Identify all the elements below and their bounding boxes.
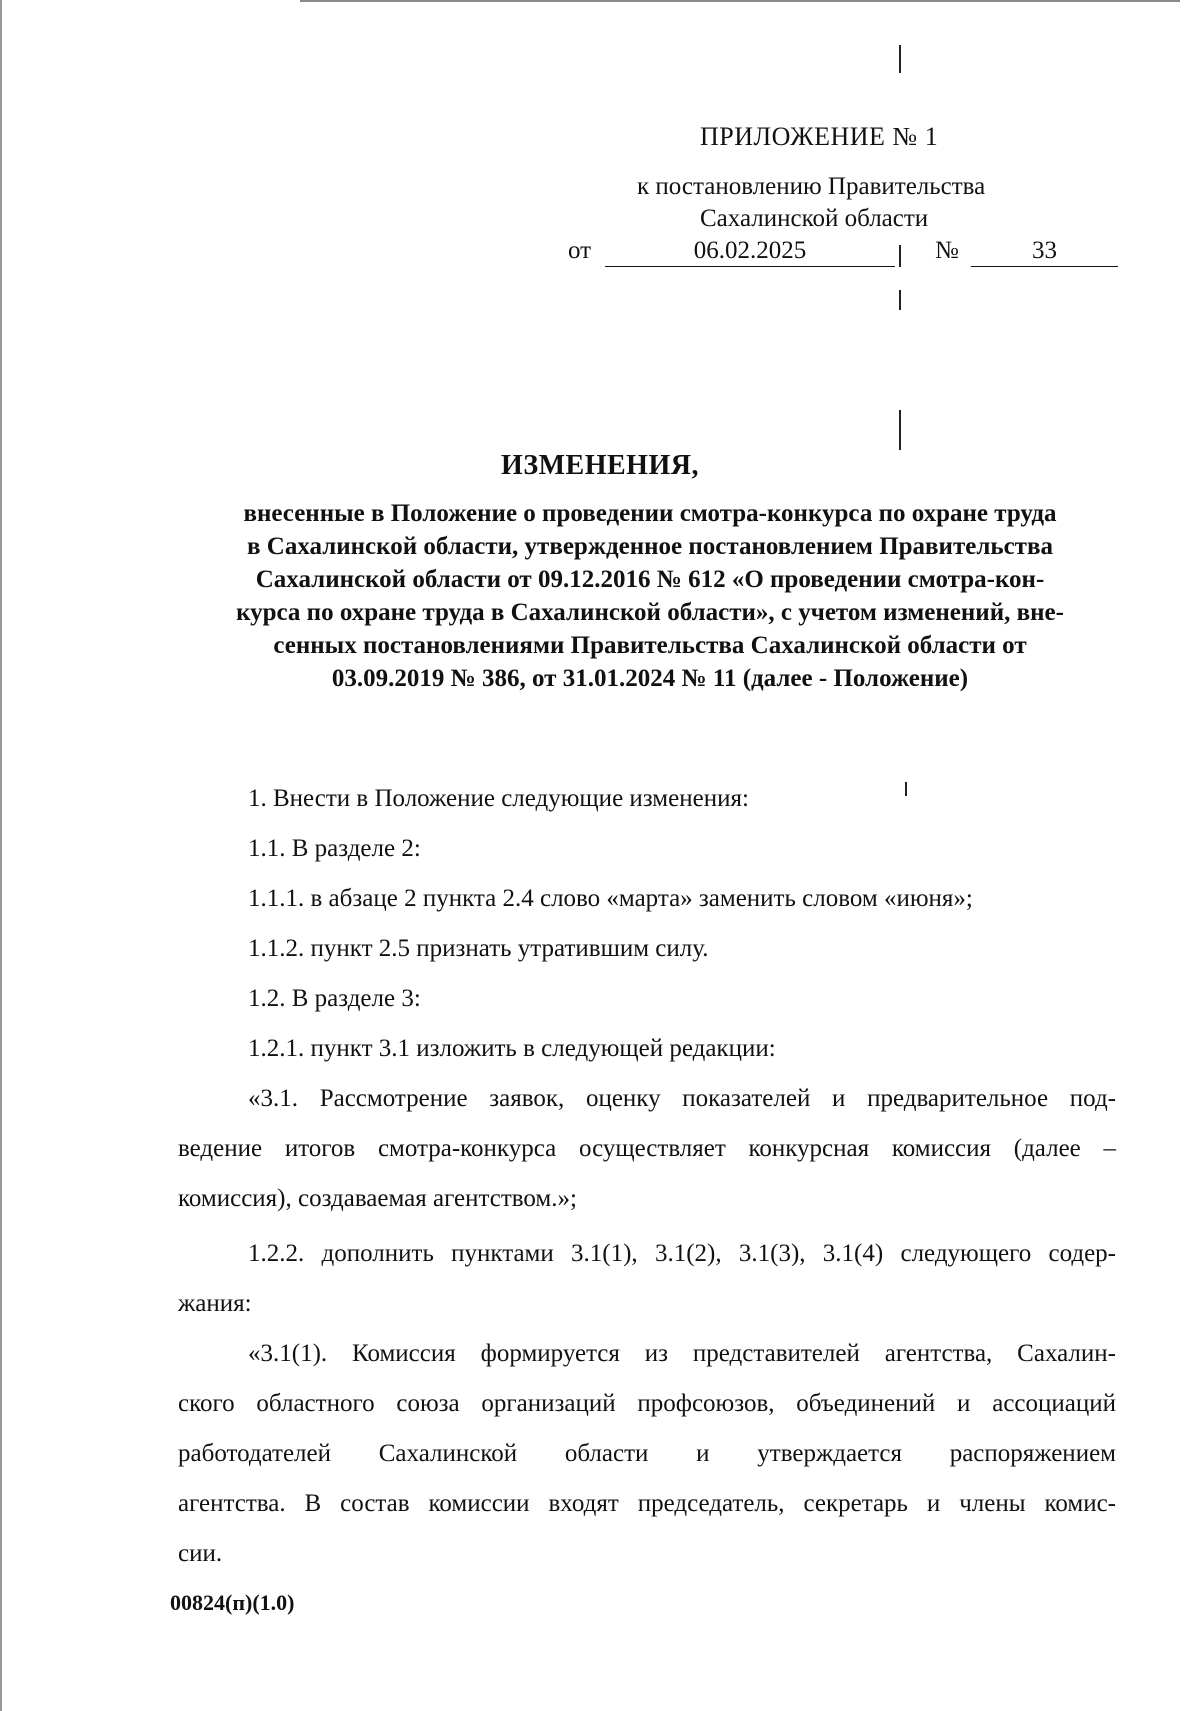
header-region-line: Сахалинской области — [700, 205, 929, 232]
document-title: ИЗМЕНЕНИЯ, — [501, 450, 699, 481]
subtitle-line: сенных постановлениями Правительства Сахалинской области от — [273, 632, 1027, 659]
quote-3-1-line: ведение итогов смотра-конкурса осуществляет конкурсная комиссия (далее – — [178, 1135, 1116, 1162]
paragraph-1-2-2-line: жания: — [178, 1290, 252, 1317]
fold-mark — [899, 45, 901, 73]
quote-3-1-1-line: «3.1(1). Комиссия формируется из представителей агентства, Сахалин- — [248, 1340, 1116, 1367]
paragraph-1: 1. Внести в Положение следующие изменения: — [248, 785, 749, 812]
subtitle-line: в Сахалинской области, утвержденное постановлением Правительства — [247, 533, 1053, 560]
paragraph-1-2-2-line: 1.2.2. дополнить пунктами 3.1(1), 3.1(2), 3.1(3), 3.1(4) следующего содер- — [248, 1240, 1116, 1267]
subtitle-line: курса по охране труда в Сахалинской области», с учетом изменений, вне- — [236, 599, 1064, 626]
date-number-row — [568, 237, 1118, 273]
resolution-number: 33 — [971, 237, 1118, 267]
number-label: № — [935, 237, 959, 264]
quote-3-1-1-line: работодателей Сахалинской области и утверждается распоряжением — [178, 1440, 1116, 1467]
document-subtitle — [170, 497, 1130, 695]
appendix-title: ПРИЛОЖЕНИЕ № 1 — [700, 122, 939, 151]
quote-3-1-line: комиссия), создаваемая агентством.»; — [178, 1185, 577, 1212]
quote-3-1-line: «3.1. Рассмотрение заявок, оценку показателей и предварительное под- — [248, 1085, 1116, 1112]
quote-3-1-1-line: сии. — [178, 1540, 223, 1567]
from-label: от — [568, 237, 592, 264]
paragraph-1-1-1: 1.1.1. в абзаце 2 пункта 2.4 слово «марта» заменить словом «июня»; — [248, 885, 973, 912]
paragraph-1-1-2: 1.1.2. пункт 2.5 признать утратившим силу. — [248, 935, 709, 962]
header-resolution-line: к постановлению Правительства — [637, 173, 986, 200]
subtitle-line: Сахалинской области от 09.12.2016 № 612 «О проведении смотра-кон- — [255, 566, 1045, 593]
paragraph-1-2-1: 1.2.1. пункт 3.1 изложить в следующей редакции: — [248, 1035, 776, 1062]
quote-3-1-1-line: агентства. В состав комиссии входят председатель, секретарь и члены комис- — [178, 1490, 1116, 1517]
footer-form-code: 00824(п)(1.0) — [170, 1590, 295, 1615]
paragraph-1-2: 1.2. В разделе 3: — [248, 985, 421, 1012]
paragraph-1-1: 1.1. В разделе 2: — [248, 835, 421, 862]
scan-edge-top — [300, 0, 1180, 2]
subtitle-line: 03.09.2019 № 386, от 31.01.2024 № 11 (далее - Положение) — [331, 665, 969, 692]
resolution-date: 06.02.2025 — [605, 237, 895, 267]
subtitle-line: внесенные в Положение о проведении смотра-конкурса по охране труда — [243, 500, 1057, 527]
quote-3-1-1-line: ского областного союза организаций профсоюзов, объединений и ассоциаций — [178, 1390, 1116, 1417]
fold-mark — [905, 782, 907, 796]
fold-mark — [899, 410, 901, 450]
fold-mark — [899, 290, 901, 310]
scan-edge-left — [0, 0, 2, 1711]
